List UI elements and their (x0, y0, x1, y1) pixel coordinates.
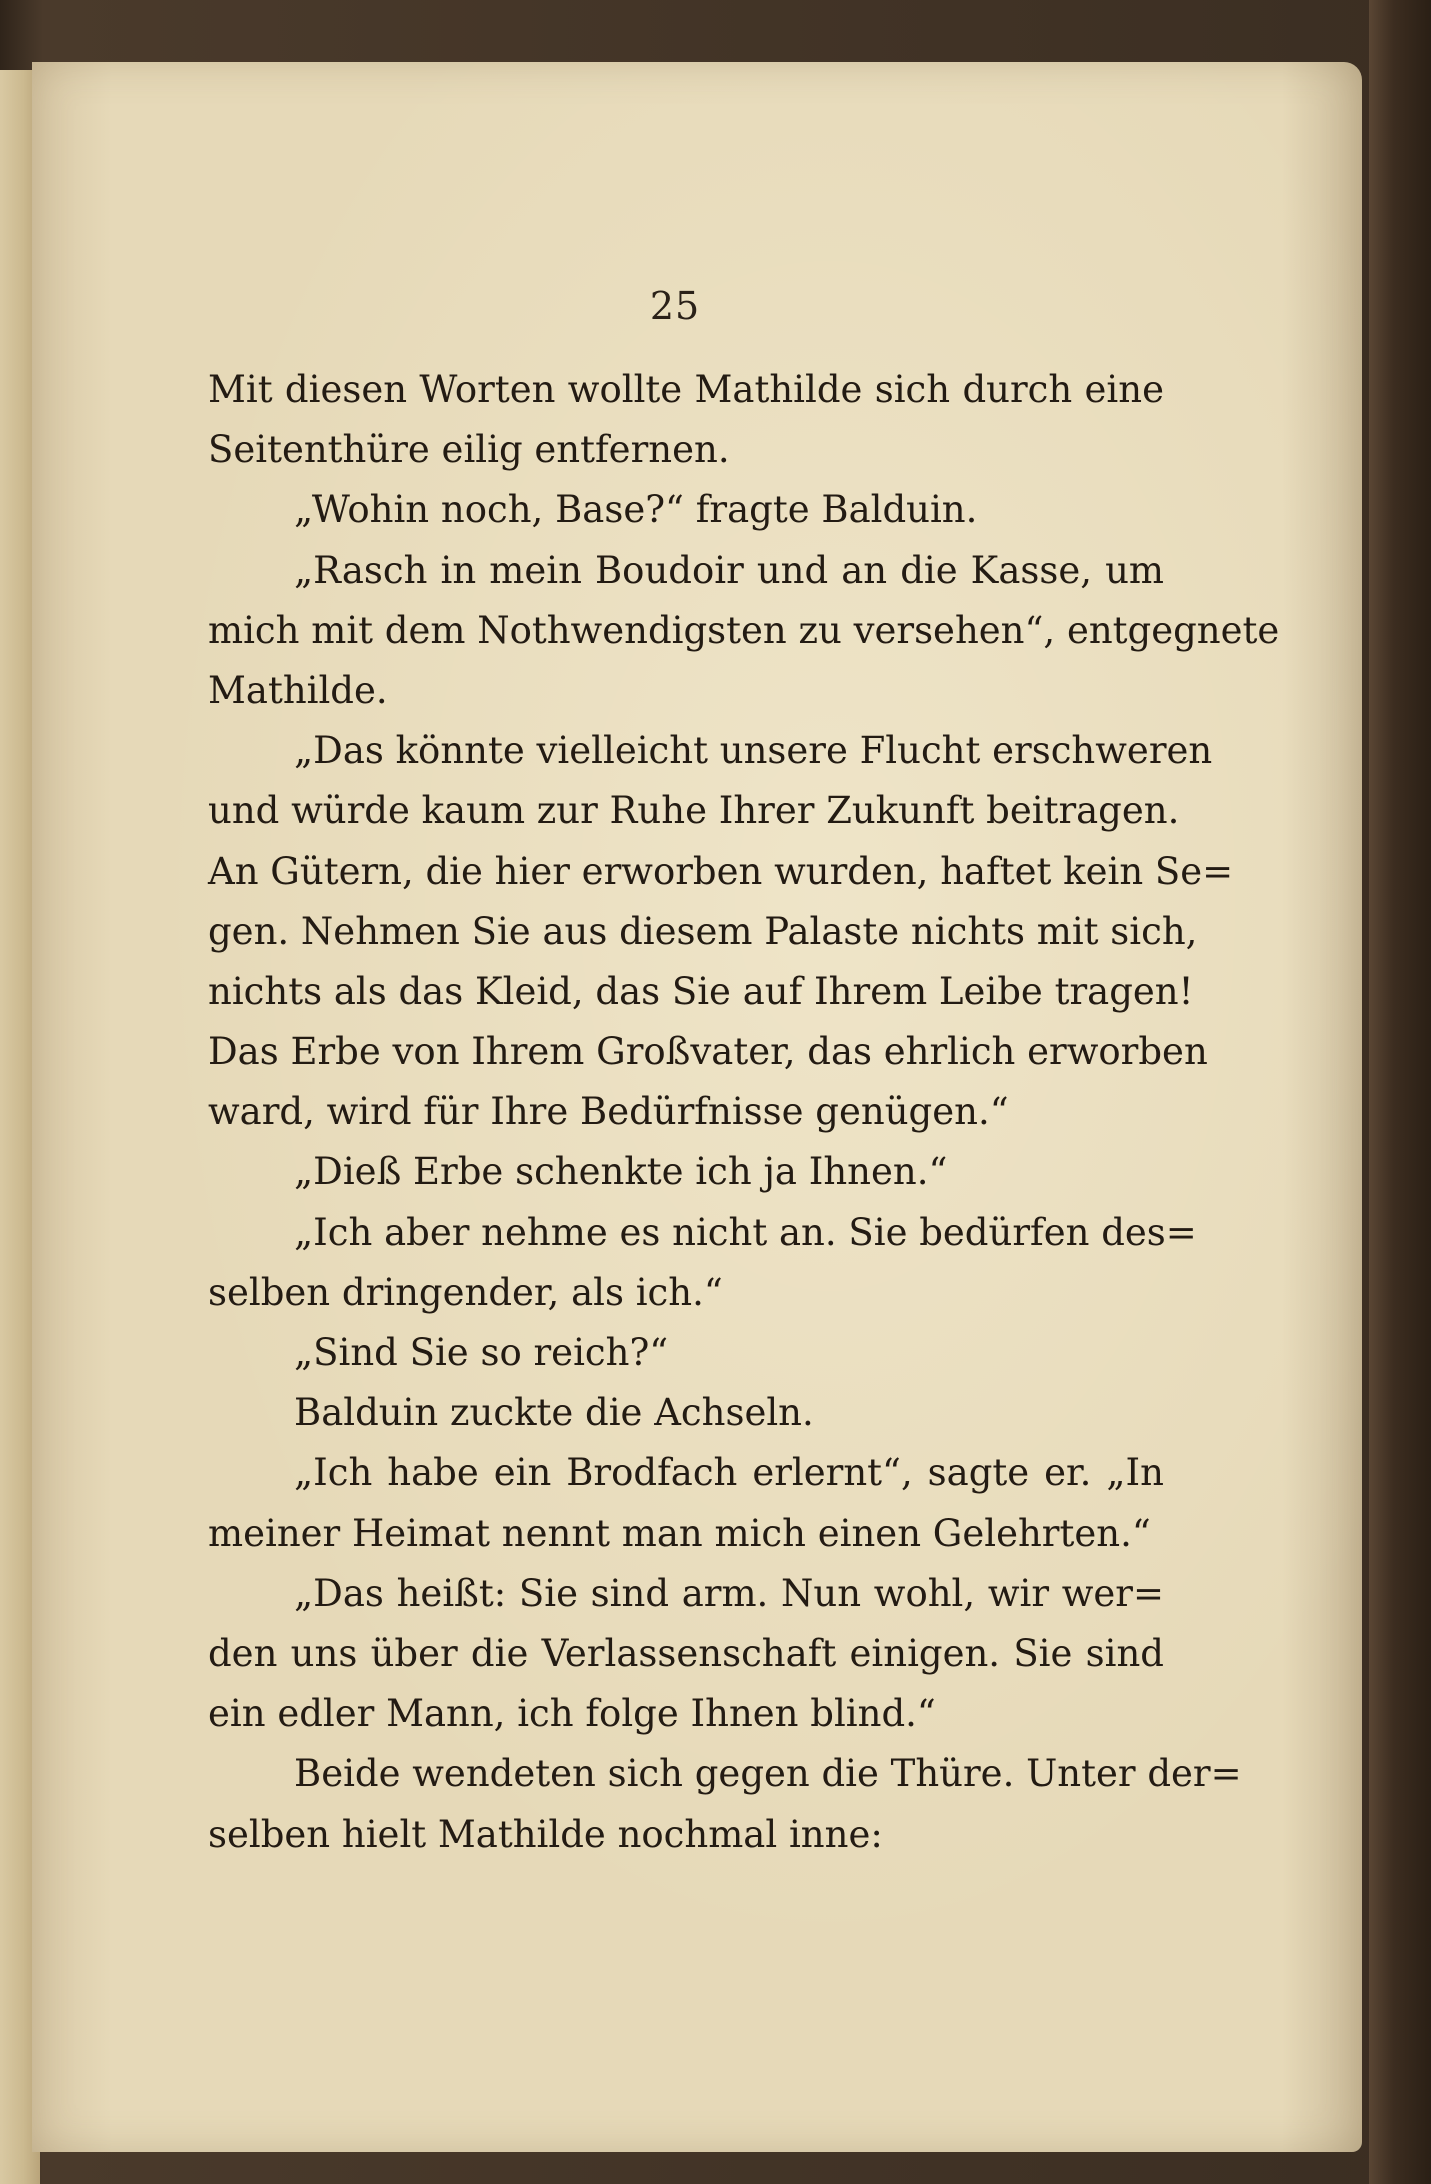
text-line: Mathilde. (208, 668, 388, 712)
text-line: Seitenthüre eilig entfernen. (208, 428, 730, 472)
book-page (32, 62, 1362, 2152)
text-line: ward, wird für Ihre Bedürfnisse genügen.“ (208, 1090, 1009, 1134)
text-line: Balduin zuckte die Achseln. (294, 1391, 814, 1435)
text-line: „Sind Sie so reich?“ (294, 1331, 669, 1374)
text-line: „Das heißt: Sie sind arm. Nun wohl, wir wer= (294, 1571, 1164, 1615)
text-line: Mit diesen Worten wollte Mathilde sich durch eine (208, 368, 1164, 411)
text-line: „Ich aber nehme es nicht an. Sie bedürfen des= (294, 1210, 1197, 1254)
text-line: ein edler Mann, ich folge Ihnen blind.“ (208, 1692, 936, 1736)
page-number: 25 (649, 284, 701, 328)
page-text (208, 360, 1280, 1865)
text-line: nichts als das Kleid, das Sie auf Ihrem Leibe tragen! (208, 969, 1194, 1013)
text-line: „Wohin noch, Base?“ fragte Balduin. (294, 488, 978, 532)
text-line: selben hielt Mathilde nochmal inne: (208, 1812, 883, 1856)
text-line: „Rasch in mein Boudoir und an die Kasse, um (294, 548, 1164, 592)
text-line: An Gütern, die hier erworben wurden, haftet kein Se= (208, 849, 1234, 893)
text-line: meiner Heimat nennt man mich einen Gelehrten.“ (208, 1511, 1151, 1555)
text-line: und würde kaum zur Ruhe Ihrer Zukunft beitragen. (208, 789, 1180, 833)
text-line: „Dieß Erbe schenkte ich ja Ihnen.“ (294, 1150, 948, 1194)
text-line: mich mit dem Nothwendigsten zu versehen“, entgegnete (208, 608, 1280, 652)
text-line: Das Erbe von Ihrem Großvater, das ehrlich erworben (208, 1030, 1208, 1074)
text-line: „Das könnte vielleicht unsere Flucht erschweren (294, 729, 1213, 773)
text-line: „Ich habe ein Brodfach erlernt“, sagte er. „In (294, 1451, 1164, 1495)
book-cover-edge (1369, 0, 1431, 2184)
text-line: selben dringender, als ich.“ (208, 1270, 723, 1314)
text-line: Beide wendeten sich gegen die Thüre. Unter der= (294, 1752, 1242, 1796)
text-line: gen. Nehmen Sie aus diesem Palaste nichts mit sich, (208, 909, 1198, 953)
text-line: den uns über die Verlassenschaft einigen. Sie sind (208, 1631, 1164, 1675)
